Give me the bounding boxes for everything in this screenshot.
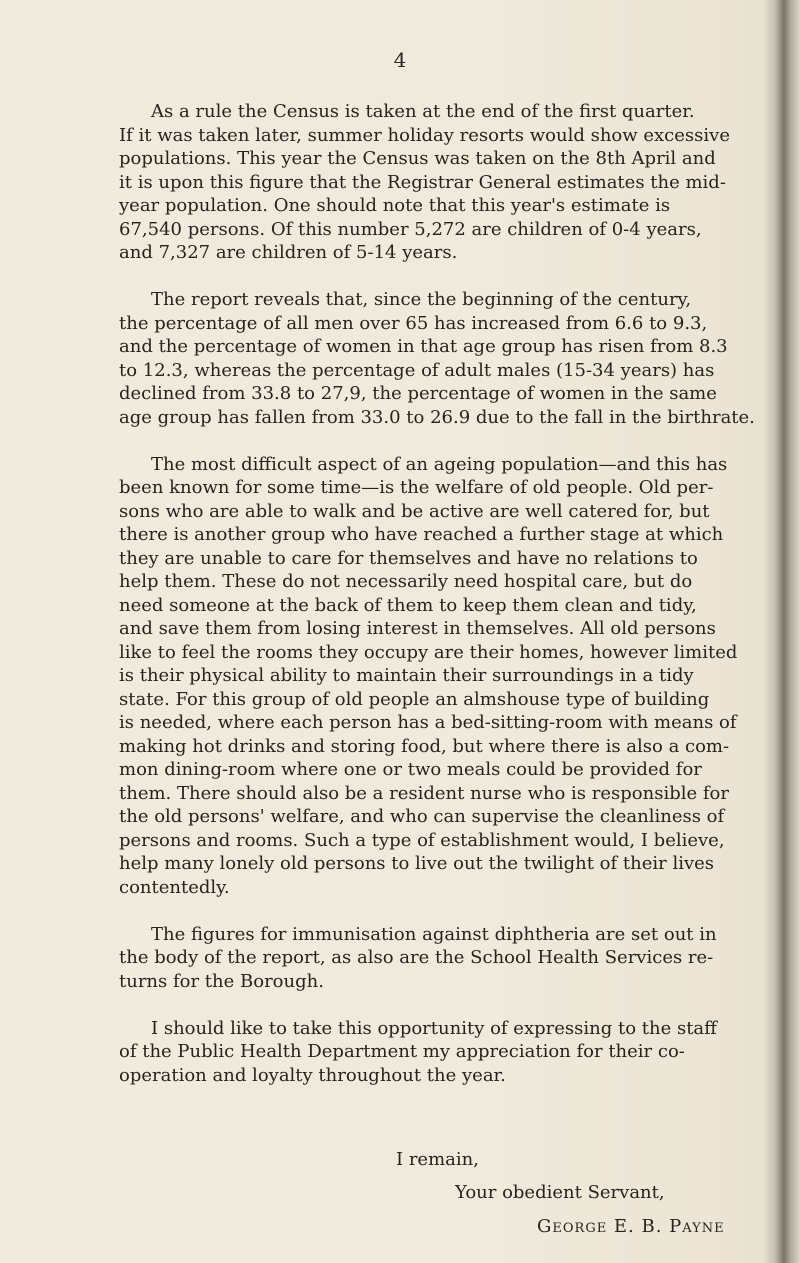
text-line: declined from 33.8 to 27,9, the percentage of women in the same [119,383,717,404]
text-line: age group has fallen from 33.0 to 26.9 due to the fall in the birthrate. [119,406,755,428]
text-line: is needed, where each person has a bed-sitting-room with means of [119,712,737,733]
page-number: 4 [393,48,407,72]
text-line: the body of the report, as also are the School Health Services re- [119,947,714,968]
text-line: populations. This year the Census was taken on the 8th April and [119,148,716,169]
text-line: making hot drinks and storing food, but where there is also a com- [119,735,730,757]
text-line: state. For this group of old people an almshouse type of building [119,688,710,710]
text-line: As a rule the Census is taken at the end of the first quarter. [151,101,695,122]
paragraph-2 [119,288,769,429]
text-line: operation and loyalty throughout the year. [119,1064,506,1086]
text-line: is their physical ability to maintain their surroundings in a tidy [119,665,694,686]
text-line: and save them from losing interest in themselves. All old persons [119,618,716,639]
text-line: and the percentage of women in that age group has risen from 8.3 [119,336,728,357]
text-line: they are unable to care for themselves and have no relations to [119,547,698,569]
text-line: them. There should also be a resident nurse who is responsible for [119,782,729,804]
text-line: The most difficult aspect of an ageing population—and this has [151,453,728,475]
text-line: turns for the Borough. [119,970,324,992]
text-line: contentedly. [119,876,230,898]
text-line: and 7,327 are children of 5-14 years. [119,242,458,263]
closing-remain: I remain, [396,1149,479,1170]
text-line: 67,540 persons. Of this number 5,272 are children of 0-4 years, [119,218,702,240]
page-binding-shadow [764,0,800,1263]
text-line: been known for some time—is the welfare of old people. Old per- [119,477,714,498]
text-line: of the Public Health Department my appreciation for their co- [119,1041,685,1062]
text-line: like to feel the rooms they occupy are their homes, however limited [119,641,738,663]
text-line: there is another group who have reached a further stage at which [119,524,724,545]
text-line: mon dining-room where one or two meals could be provided for [119,759,702,780]
closing-servant: Your obedient Servant, [455,1182,665,1203]
text-line: I should like to take this opportunity of expressing to the staff [151,1017,717,1039]
text-line: the old persons' welfare, and who can supervise the cleanliness of [119,806,725,827]
paragraph-3 [119,453,769,900]
paragraph-1 [119,100,769,265]
text-line: help them. These do not necessarily need hospital care, but do [119,571,693,592]
text-line: to 12.3, whereas the percentage of adult males (15-34 years) has [119,359,715,381]
signature: George E. B. Payne [537,1216,725,1237]
paragraph-5 [119,1017,769,1088]
text-line: year population. One should note that this year's estimate is [119,195,671,216]
text-line: persons and rooms. Such a type of establishment would, I believe, [119,829,725,851]
text-line: If it was taken later, summer holiday resorts would show excessive [119,124,730,146]
body-text [119,100,769,1111]
text-line: help many lonely old persons to live out the twilight of their lives [119,853,715,874]
text-line: the percentage of all men over 65 has increased from 6.6 to 9.3, [119,312,708,334]
text-line: The report reveals that, since the beginning of the century, [151,289,692,310]
paragraph-4 [119,923,769,994]
text-line: The figures for immunisation against diphtheria are set out in [151,923,717,945]
text-line: it is upon this figure that the Registrar General estimates the mid- [119,171,726,193]
text-line: need someone at the back of them to keep them clean and tidy, [119,594,697,616]
text-line: sons who are able to walk and be active are well catered for, but [119,500,710,522]
